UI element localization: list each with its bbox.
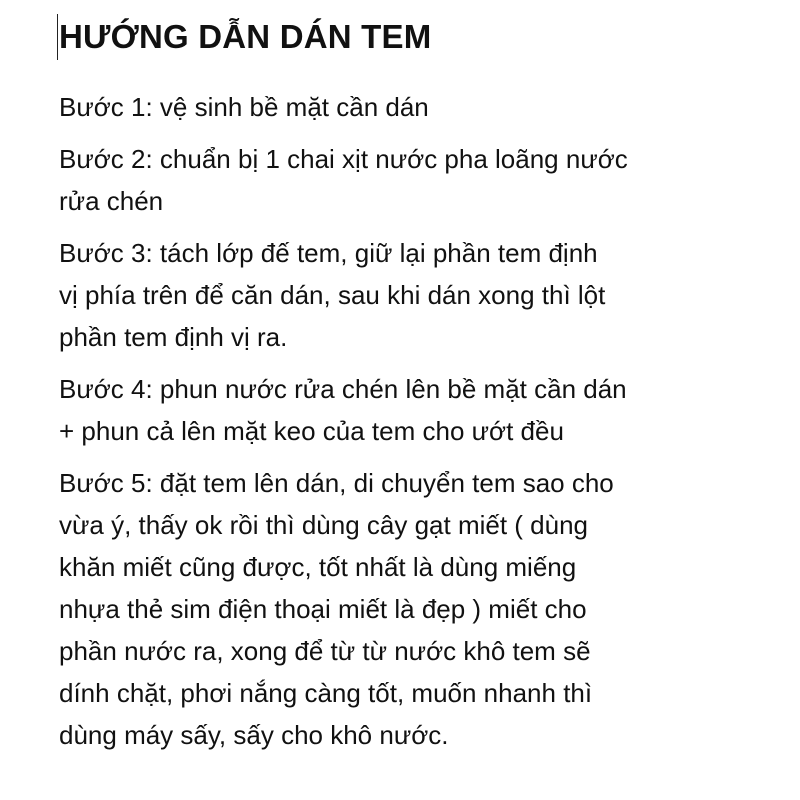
step-line: Bước 5: đặt tem lên dán, di chuyển tem sao cho xyxy=(59,468,614,498)
step-line: dính chặt, phơi nắng càng tốt, muốn nhanh thì xyxy=(59,678,593,708)
step-2 xyxy=(59,138,749,222)
step-1 xyxy=(59,86,749,128)
step-line: nhựa thẻ sim điện thoại miết là đẹp ) miết cho xyxy=(59,594,587,624)
step-4 xyxy=(59,368,749,452)
step-line: + phun cả lên mặt keo của tem cho ướt đều xyxy=(59,416,564,446)
step-line: rửa chén xyxy=(59,186,164,216)
step-line: Bước 1: vệ sinh bề mặt cần dán xyxy=(59,92,429,122)
step-line: Bước 4: phun nước rửa chén lên bề mặt cần dán xyxy=(59,374,627,404)
step-line: khăn miết cũng được, tốt nhất là dùng miếng xyxy=(59,552,577,582)
step-line: phần tem định vị ra. xyxy=(59,322,288,352)
step-line: vừa ý, thấy ok rồi thì dùng cây gạt miết ( dùng xyxy=(59,510,589,540)
step-line: vị phía trên để căn dán, sau khi dán xong thì lột xyxy=(59,280,606,310)
document-title: HƯỚNG DẪN DÁN TEM xyxy=(59,18,432,55)
step-5 xyxy=(59,462,749,756)
instruction-steps xyxy=(59,86,749,766)
step-line: dùng máy sấy, sấy cho khô nước. xyxy=(59,720,449,750)
step-3 xyxy=(59,232,749,358)
step-line: Bước 2: chuẩn bị 1 chai xịt nước pha loãng nước xyxy=(59,144,628,174)
step-line: phần nước ra, xong để từ từ nước khô tem sẽ xyxy=(59,636,591,666)
text-cursor xyxy=(57,14,58,60)
step-line: Bước 3: tách lớp đế tem, giữ lại phần tem định xyxy=(59,238,598,268)
